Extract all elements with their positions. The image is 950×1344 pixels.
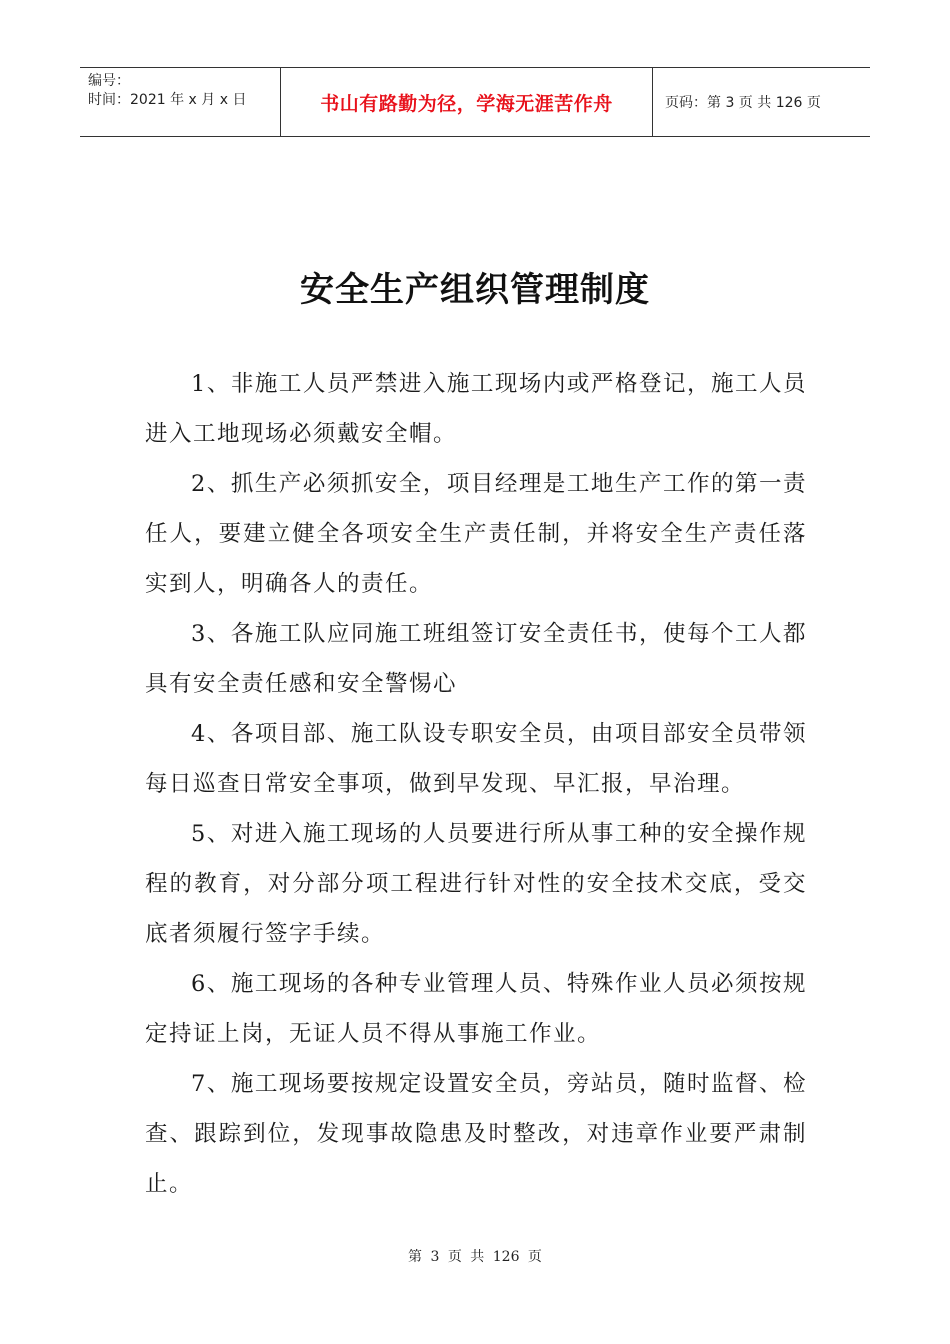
paragraph-1: 1、非施工人员严禁进入施工现场内或严格登记，施工人员进入工地现场必须戴安全帽。 xyxy=(145,371,807,447)
paragraph-6: 6、施工现场的各种专业管理人员、特殊作业人员必须按规定持证上岗，无证人员不得从事施工作业。 xyxy=(145,971,807,1047)
page-footer: 第 3 页 共 126 页 xyxy=(408,1249,542,1265)
paragraph-7: 7、施工现场要按规定设置安全员，旁站员，随时监督、检查、跟踪到位，发现事故隐患及时整改，对违章作业要严肃制止。 xyxy=(145,1071,807,1197)
paragraph-4: 4、各项目部、施工队设专职安全员，由项目部安全员带领每日巡查日常安全事项，做到早发现、早汇报，早治理。 xyxy=(145,721,807,797)
header-motto: 书山有路勤为径，学海无涯苦作舟 xyxy=(320,92,613,115)
page-header xyxy=(80,67,870,137)
header-page-info-cell xyxy=(653,68,870,136)
time-label: 时间：2021 年 x 月 x 日 xyxy=(88,92,247,108)
header-page-info: 页码：第 3 页 共 126 页 xyxy=(665,95,821,111)
document-body xyxy=(145,359,807,1209)
paragraph-5: 5、对进入施工现场的人员要进行所从事工种的安全操作规程的教育，对分部分项工程进行针对性的安全技术交底，受交底者须履行签字手续。 xyxy=(145,821,807,947)
paragraph-2: 2、抓生产必须抓安全，项目经理是工地生产工作的第一责任人，要建立健全各项安全生产责任制，并将安全生产责任落实到人，明确各人的责任。 xyxy=(145,471,807,597)
header-meta xyxy=(80,68,281,136)
document-title: 安全生产组织管理制度 xyxy=(300,270,650,310)
paragraph-3: 3、各施工队应同施工班组签订安全责任书，使每个工人都具有安全责任感和安全警惕心 xyxy=(145,621,807,697)
serial-label: 编号： xyxy=(88,73,130,89)
header-motto-cell xyxy=(281,68,653,136)
